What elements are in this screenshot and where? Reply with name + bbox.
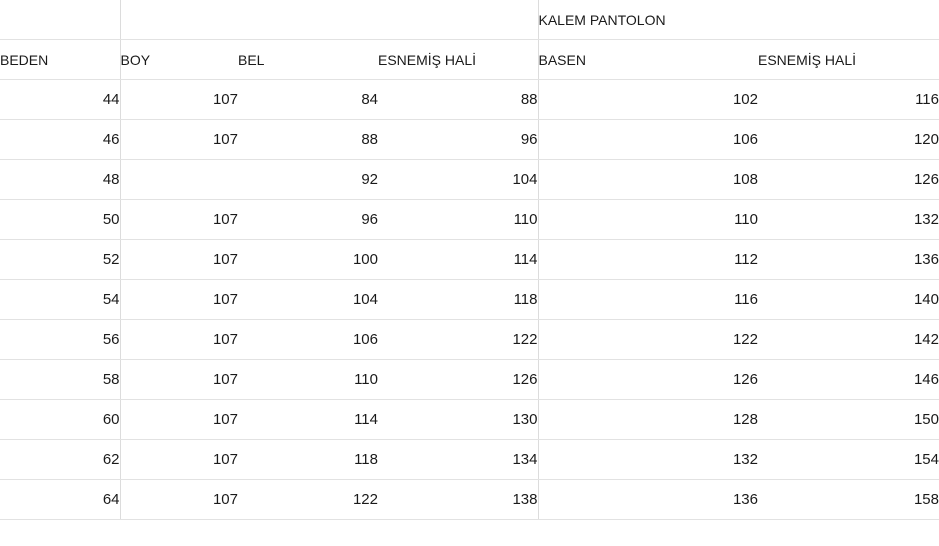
cell-beden: 48 xyxy=(0,160,120,200)
cell-basen: 132 xyxy=(538,440,758,480)
cell-beden: 64 xyxy=(0,480,120,520)
cell-basen-esnemis: 150 xyxy=(758,400,939,440)
cell-basen: 136 xyxy=(538,480,758,520)
cell-boy: 107 xyxy=(120,280,238,320)
cell-boy: 107 xyxy=(120,480,238,520)
cell-basen: 108 xyxy=(538,160,758,200)
cell-boy: 107 xyxy=(120,320,238,360)
table-row xyxy=(0,240,939,280)
cell-bel: 104 xyxy=(238,280,378,320)
cell-bel-esnemis: 130 xyxy=(378,400,538,440)
cell-beden: 54 xyxy=(0,280,120,320)
table-row xyxy=(0,320,939,360)
cell-boy: 107 xyxy=(120,240,238,280)
cell-bel-esnemis: 118 xyxy=(378,280,538,320)
cell-bel-esnemis: 110 xyxy=(378,200,538,240)
cell-bel: 114 xyxy=(238,400,378,440)
cell-basen: 102 xyxy=(538,80,758,120)
column-header-basen: BASEN xyxy=(538,40,758,80)
cell-bel-esnemis: 96 xyxy=(378,120,538,160)
cell-bel: 118 xyxy=(238,440,378,480)
cell-bel-esnemis: 134 xyxy=(378,440,538,480)
cell-boy: 107 xyxy=(120,200,238,240)
cell-bel-esnemis: 104 xyxy=(378,160,538,200)
title-spacer-3 xyxy=(238,0,378,40)
table-row xyxy=(0,440,939,480)
cell-beden: 52 xyxy=(0,240,120,280)
cell-basen-esnemis: 120 xyxy=(758,120,939,160)
cell-beden: 62 xyxy=(0,440,120,480)
cell-basen-esnemis: 132 xyxy=(758,200,939,240)
cell-bel-esnemis: 122 xyxy=(378,320,538,360)
cell-basen: 126 xyxy=(538,360,758,400)
cell-basen-esnemis: 140 xyxy=(758,280,939,320)
cell-boy: 107 xyxy=(120,360,238,400)
cell-basen-esnemis: 136 xyxy=(758,240,939,280)
column-header-bel-esnemis: ESNEMİŞ HALİ xyxy=(378,40,538,80)
table-row xyxy=(0,200,939,240)
title-spacer-5 xyxy=(758,0,939,40)
cell-bel-esnemis: 138 xyxy=(378,480,538,520)
title-spacer-2 xyxy=(120,0,238,40)
cell-bel-esnemis: 126 xyxy=(378,360,538,400)
cell-basen-esnemis: 116 xyxy=(758,80,939,120)
title-spacer-1 xyxy=(0,0,120,40)
cell-bel: 88 xyxy=(238,120,378,160)
column-header-row xyxy=(0,40,939,80)
cell-bel: 122 xyxy=(238,480,378,520)
cell-basen: 122 xyxy=(538,320,758,360)
cell-bel: 84 xyxy=(238,80,378,120)
table-row xyxy=(0,360,939,400)
page-title: KALEM PANTOLON xyxy=(538,0,758,40)
title-row xyxy=(0,0,939,40)
cell-boy: 107 xyxy=(120,400,238,440)
table-row xyxy=(0,400,939,440)
cell-beden: 58 xyxy=(0,360,120,400)
cell-boy xyxy=(120,160,238,200)
cell-beden: 46 xyxy=(0,120,120,160)
cell-bel: 100 xyxy=(238,240,378,280)
table-row xyxy=(0,120,939,160)
cell-basen: 110 xyxy=(538,200,758,240)
cell-bel: 110 xyxy=(238,360,378,400)
title-spacer-4 xyxy=(378,0,538,40)
table-row xyxy=(0,280,939,320)
cell-bel: 106 xyxy=(238,320,378,360)
cell-basen: 106 xyxy=(538,120,758,160)
cell-basen-esnemis: 158 xyxy=(758,480,939,520)
column-header-beden: BEDEN xyxy=(0,40,120,80)
cell-bel: 96 xyxy=(238,200,378,240)
table-row xyxy=(0,80,939,120)
cell-boy: 107 xyxy=(120,80,238,120)
table-row xyxy=(0,480,939,520)
cell-beden: 56 xyxy=(0,320,120,360)
cell-basen: 128 xyxy=(538,400,758,440)
cell-bel-esnemis: 114 xyxy=(378,240,538,280)
column-header-bel: BEL xyxy=(238,40,378,80)
cell-bel: 92 xyxy=(238,160,378,200)
cell-beden: 44 xyxy=(0,80,120,120)
column-header-basen-esnemis: ESNEMİŞ HALİ xyxy=(758,40,939,80)
cell-basen: 112 xyxy=(538,240,758,280)
cell-beden: 60 xyxy=(0,400,120,440)
column-header-boy: BOY xyxy=(120,40,238,80)
cell-basen-esnemis: 126 xyxy=(758,160,939,200)
cell-basen: 116 xyxy=(538,280,758,320)
cell-beden: 50 xyxy=(0,200,120,240)
cell-bel-esnemis: 88 xyxy=(378,80,538,120)
table-row xyxy=(0,160,939,200)
cell-basen-esnemis: 146 xyxy=(758,360,939,400)
cell-basen-esnemis: 154 xyxy=(758,440,939,480)
cell-basen-esnemis: 142 xyxy=(758,320,939,360)
cell-boy: 107 xyxy=(120,120,238,160)
cell-boy: 107 xyxy=(120,440,238,480)
